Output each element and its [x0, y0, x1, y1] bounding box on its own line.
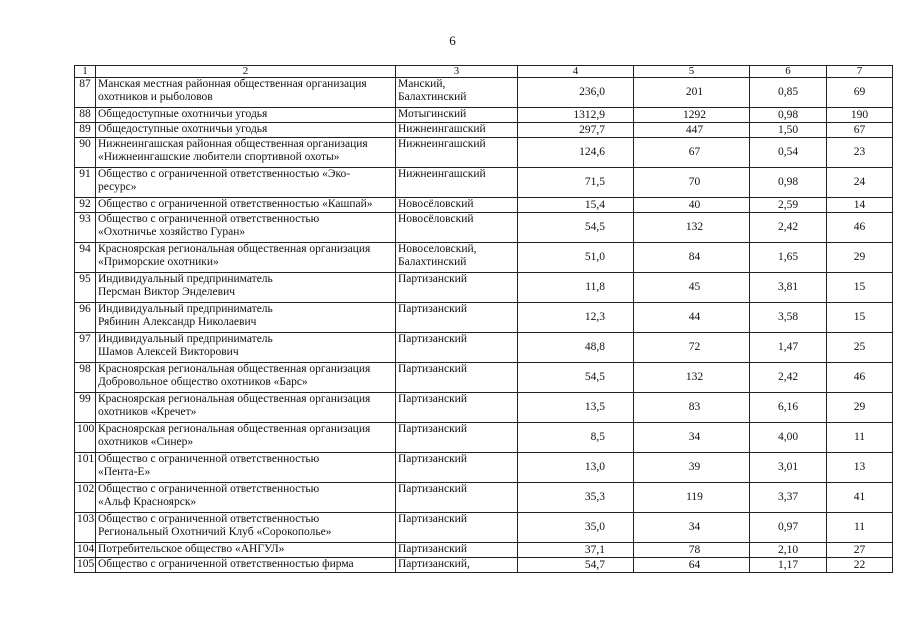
table-row: [75, 423, 893, 453]
table-row: [75, 513, 893, 543]
table-row: [75, 393, 893, 423]
table-row: [75, 243, 893, 273]
value-col-7: 14: [827, 198, 893, 213]
table-row: [75, 168, 893, 198]
value-col-6: 0,98: [750, 168, 827, 198]
value-col-7: 46: [827, 213, 893, 243]
row-number: 102: [75, 483, 96, 513]
header-cell: 6: [750, 66, 827, 78]
district: [396, 213, 518, 243]
district-line: Балахтинский: [398, 91, 467, 103]
value-col-6: 0,54: [750, 138, 827, 168]
value-col-4: 13,5: [518, 393, 634, 423]
organization-name-line: Общество с ограниченной ответственностью фирма: [98, 558, 354, 570]
organization-name-line: охотников «Синер»: [98, 436, 194, 448]
district-line: Манский,: [398, 78, 446, 90]
table-row: [75, 303, 893, 333]
value-col-5: 132: [634, 363, 750, 393]
table-row: [75, 558, 893, 573]
value-col-6: 0,85: [750, 78, 827, 108]
value-col-5: 34: [634, 513, 750, 543]
row-number: 89: [75, 123, 96, 138]
district-line: Партизанский: [398, 543, 467, 555]
district-line: Партизанский: [398, 483, 467, 495]
organization-name: [96, 303, 396, 333]
district-line: Партизанский: [398, 423, 467, 435]
district-line: Балахтинский: [398, 256, 467, 268]
value-col-7: 29: [827, 243, 893, 273]
value-col-4: 48,8: [518, 333, 634, 363]
organization-name-line: Региональный Охотничий Клуб «Сорокополье»: [98, 526, 332, 538]
organization-name: [96, 273, 396, 303]
header-cell: 4: [518, 66, 634, 78]
organization-name: [96, 198, 396, 213]
row-number: 91: [75, 168, 96, 198]
row-number: 98: [75, 363, 96, 393]
district: [396, 123, 518, 138]
value-col-7: 15: [827, 303, 893, 333]
district: [396, 78, 518, 108]
district: [396, 363, 518, 393]
organization-name-line: Общество с ограниченной ответственностью: [98, 213, 320, 225]
value-col-4: 35,0: [518, 513, 634, 543]
row-number: 97: [75, 333, 96, 363]
row-number: 93: [75, 213, 96, 243]
header-cell: 3: [396, 66, 518, 78]
organization-name: [96, 558, 396, 573]
district: [396, 198, 518, 213]
value-col-5: 78: [634, 543, 750, 558]
organization-name-line: Нижнеингашская районная общественная организация: [98, 138, 368, 150]
value-col-7: 41: [827, 483, 893, 513]
value-col-5: 132: [634, 213, 750, 243]
organization-name-line: ресурс»: [98, 181, 137, 193]
value-col-5: 119: [634, 483, 750, 513]
page-number: 6: [449, 33, 456, 48]
organization-name: [96, 513, 396, 543]
organization-name-line: охотников и рыболовов: [98, 91, 213, 103]
row-number: 105: [75, 558, 96, 573]
organization-name-line: Красноярская региональная общественная организация: [98, 393, 371, 405]
organization-name-line: Рябинин Александр Николаевич: [98, 316, 257, 328]
organization-name-line: Красноярская региональная общественная организация: [98, 243, 371, 255]
value-col-5: 45: [634, 273, 750, 303]
value-col-6: 2,42: [750, 213, 827, 243]
district: [396, 243, 518, 273]
value-col-5: 447: [634, 123, 750, 138]
district-line: Партизанский: [398, 273, 467, 285]
value-col-5: 72: [634, 333, 750, 363]
value-col-6: 1,47: [750, 333, 827, 363]
district-line: Новоселовский,: [398, 243, 477, 255]
organization-name-line: охотников «Кречет»: [98, 406, 197, 418]
header-cell: 7: [827, 66, 893, 78]
organization-name: [96, 138, 396, 168]
value-col-7: 29: [827, 393, 893, 423]
value-col-5: 34: [634, 423, 750, 453]
value-col-7: 22: [827, 558, 893, 573]
district: [396, 108, 518, 123]
value-col-5: 201: [634, 78, 750, 108]
organization-name: [96, 168, 396, 198]
value-col-7: 190: [827, 108, 893, 123]
district-line: Партизанский: [398, 453, 467, 465]
organization-name-line: Общедоступные охотничьи угодья: [98, 108, 268, 120]
organization-name-line: «Приморские охотники»: [98, 256, 219, 268]
value-col-7: 13: [827, 453, 893, 483]
table-row: [75, 273, 893, 303]
value-col-5: 67: [634, 138, 750, 168]
organization-name-line: Общество с ограниченной ответственностью: [98, 513, 320, 525]
value-col-6: 3,81: [750, 273, 827, 303]
organization-name: [96, 543, 396, 558]
district: [396, 273, 518, 303]
value-col-6: 3,58: [750, 303, 827, 333]
organization-name-line: Индивидуальный предприниматель: [98, 273, 273, 285]
value-col-4: 35,3: [518, 483, 634, 513]
district-line: Партизанский: [398, 363, 467, 375]
value-col-4: 236,0: [518, 78, 634, 108]
row-number: 90: [75, 138, 96, 168]
header-cell: 1: [75, 66, 96, 78]
row-number: 95: [75, 273, 96, 303]
value-col-4: 12,3: [518, 303, 634, 333]
value-col-5: 83: [634, 393, 750, 423]
organization-name-line: Красноярская региональная общественная организация: [98, 363, 371, 375]
value-col-7: 24: [827, 168, 893, 198]
value-col-6: 0,98: [750, 108, 827, 123]
district: [396, 423, 518, 453]
district: [396, 513, 518, 543]
district: [396, 393, 518, 423]
value-col-7: 23: [827, 138, 893, 168]
organization-name-line: Общество с ограниченной ответственностью «Кашпай»: [98, 198, 373, 210]
table-row: [75, 123, 893, 138]
organization-name: [96, 243, 396, 273]
value-col-5: 84: [634, 243, 750, 273]
value-col-5: 64: [634, 558, 750, 573]
organization-name: [96, 108, 396, 123]
organization-name-line: Потребительское общество «АНГУЛ»: [98, 543, 285, 555]
organization-name-line: Шамов Алексей Викторович: [98, 346, 239, 358]
district-line: Мотыгинский: [398, 108, 467, 120]
value-col-4: 13,0: [518, 453, 634, 483]
value-col-6: 0,97: [750, 513, 827, 543]
table-row: [75, 108, 893, 123]
table-row: [75, 333, 893, 363]
district-line: Партизанский: [398, 513, 467, 525]
table-row: [75, 213, 893, 243]
row-number: 88: [75, 108, 96, 123]
value-col-7: 67: [827, 123, 893, 138]
organization-name-line: Красноярская региональная общественная организация: [98, 423, 371, 435]
district-line: Партизанский: [398, 333, 467, 345]
value-col-7: 27: [827, 543, 893, 558]
table-header-row: [75, 66, 893, 78]
district-line: Новосёловский: [398, 213, 474, 225]
row-number: 94: [75, 243, 96, 273]
row-number: 87: [75, 78, 96, 108]
row-number: 96: [75, 303, 96, 333]
organization-name: [96, 123, 396, 138]
value-col-4: 54,7: [518, 558, 634, 573]
value-col-7: 69: [827, 78, 893, 108]
table-body: [75, 78, 893, 573]
value-col-5: 39: [634, 453, 750, 483]
district-line: Партизанский: [398, 393, 467, 405]
district: [396, 303, 518, 333]
value-col-4: 297,7: [518, 123, 634, 138]
organization-name-line: «Охотничье хозяйство Гуран»: [98, 226, 246, 238]
table-row: [75, 138, 893, 168]
value-col-5: 40: [634, 198, 750, 213]
district-line: Партизанский,: [398, 558, 470, 570]
value-col-4: 37,1: [518, 543, 634, 558]
value-col-4: 54,5: [518, 213, 634, 243]
header-cell: 2: [96, 66, 396, 78]
value-col-7: 46: [827, 363, 893, 393]
value-col-7: 11: [827, 513, 893, 543]
value-col-7: 11: [827, 423, 893, 453]
organization-name: [96, 213, 396, 243]
district: [396, 453, 518, 483]
value-col-4: 51,0: [518, 243, 634, 273]
value-col-4: 54,5: [518, 363, 634, 393]
district: [396, 138, 518, 168]
value-col-6: 6,16: [750, 393, 827, 423]
row-number: 99: [75, 393, 96, 423]
table-row: [75, 483, 893, 513]
value-col-4: 11,8: [518, 273, 634, 303]
header-cell: 5: [634, 66, 750, 78]
value-col-5: 1292: [634, 108, 750, 123]
value-col-6: 1,65: [750, 243, 827, 273]
organization-name-line: Общество с ограниченной ответственностью: [98, 483, 320, 495]
value-col-6: 1,50: [750, 123, 827, 138]
organization-name: [96, 423, 396, 453]
district: [396, 558, 518, 573]
hunting-grounds-table: [74, 65, 893, 573]
organization-name-line: Добровольное общество охотников «Барс»: [98, 376, 308, 388]
organization-name-line: Индивидуальный предприниматель: [98, 333, 273, 345]
district: [396, 333, 518, 363]
organization-name: [96, 393, 396, 423]
organization-name: [96, 78, 396, 108]
value-col-6: 1,17: [750, 558, 827, 573]
row-number: 92: [75, 198, 96, 213]
value-col-6: 3,01: [750, 453, 827, 483]
value-col-4: 71,5: [518, 168, 634, 198]
organization-name: [96, 363, 396, 393]
organization-name-line: «Альф Красноярск»: [98, 496, 197, 508]
value-col-6: 2,59: [750, 198, 827, 213]
organization-name-line: Общество с ограниченной ответственностью: [98, 453, 320, 465]
organization-name-line: «Пента-Е»: [98, 466, 151, 478]
value-col-6: 2,42: [750, 363, 827, 393]
table-row: [75, 543, 893, 558]
value-col-7: 25: [827, 333, 893, 363]
value-col-6: 3,37: [750, 483, 827, 513]
table-row: [75, 453, 893, 483]
table-row: [75, 198, 893, 213]
organization-name-line: «Нижнеингашские любители спортивной охоты»: [98, 151, 340, 163]
organization-name-line: Индивидуальный предприниматель: [98, 303, 273, 315]
organization-name-line: Общедоступные охотничьи угодья: [98, 123, 268, 135]
value-col-5: 70: [634, 168, 750, 198]
organization-name: [96, 453, 396, 483]
organization-name-line: Персман Виктор Энделевич: [98, 286, 236, 298]
value-col-4: 1312,9: [518, 108, 634, 123]
district-line: Нижнеингашский: [398, 168, 486, 180]
district-line: Партизанский: [398, 303, 467, 315]
value-col-7: 15: [827, 273, 893, 303]
district-line: Новосёловский: [398, 198, 474, 210]
value-col-4: 8,5: [518, 423, 634, 453]
district-line: Нижнеингашский: [398, 138, 486, 150]
row-number: 104: [75, 543, 96, 558]
district-line: Нижнеингашский: [398, 123, 486, 135]
organization-name: [96, 483, 396, 513]
value-col-4: 124,6: [518, 138, 634, 168]
organization-name-line: Манская местная районная общественная организация: [98, 78, 367, 90]
organization-name-line: Общество с ограниченной ответственностью «Эко-: [98, 168, 351, 180]
row-number: 100: [75, 423, 96, 453]
district: [396, 543, 518, 558]
organization-name: [96, 333, 396, 363]
table-row: [75, 78, 893, 108]
row-number: 101: [75, 453, 96, 483]
value-col-4: 15,4: [518, 198, 634, 213]
district: [396, 483, 518, 513]
value-col-6: 4,00: [750, 423, 827, 453]
row-number: 103: [75, 513, 96, 543]
district: [396, 168, 518, 198]
value-col-6: 2,10: [750, 543, 827, 558]
table-row: [75, 363, 893, 393]
value-col-5: 44: [634, 303, 750, 333]
